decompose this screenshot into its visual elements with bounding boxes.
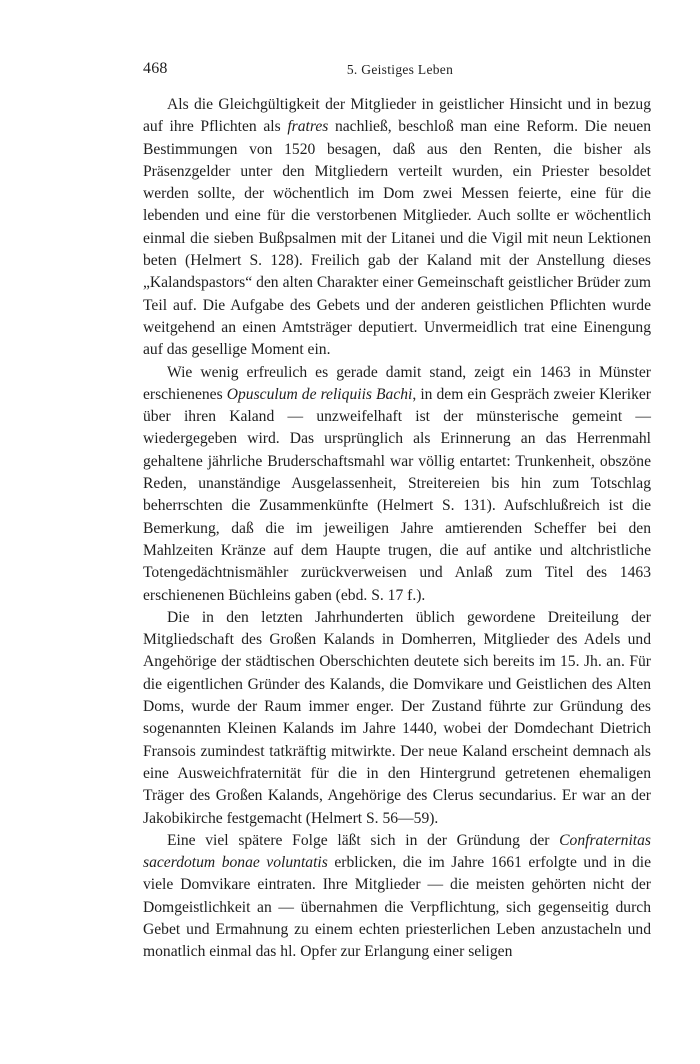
paragraph — [143, 362, 651, 607]
text-run: , in dem ein Gespräch zweier Kleriker über ihren Kaland — unzweifelhaft ist der münsterische gemeint — wiedergegeben wird. Das ursprünglich als Erinnerung an das Herrenmahl gehaltene jährliche Bruderschaftsmahl war völlig entartet: Trunkenheit, obszöne Reden, unanständige Ausgelassenheit, Streitereien bis hin zum Totschlag beherrschten die Zusammenkünfte (Helmert S. 131). Aufschlußreich ist die Bemerkung, daß die im jeweiligen Jahre amtierenden Scheffer bei den Mahlzeiten Kränze auf dem Haupte trugen, die auf antike und altchristliche Totengedächtnismähler zurückverweisen und Anlaß zum Titel des 1463 erschienenen Büchleins gaben (ebd. S. 17 f.). — [143, 385, 651, 604]
text-run: nachließ, beschloß man eine Reform. Die neuen Bestimmungen von 1520 besagen, daß aus den Renten, die bisher als Präsenzgelder unter den Mitgliedern verteilt wurden, ein Priester besoldet werden sollte, der wöchentlich im Dom zwei Messen feierte, eine für die lebenden und eine für die verstorbenen Mitglieder. Auch sollte er wöchentlich einmal die sieben Bußpsalmen mit der Litanei und die Vigil mit neun Lektionen beten (Helmert S. 128). Freilich gab der Kaland mit der Anstellung dieses „Kalandspastors“ den alten Charakter einer Gemeinschaft geistlicher Brüder zum Teil auf. Die Aufgabe des Gebets und der anderen geistlichen Pflichten wurde weitgehend an einen Amtsträger deputiert. Unvermeidlich trat eine Einengung auf das gesellige Moment ein. — [143, 118, 651, 359]
italic-title: Confraternitas sacerdotum bonae voluntatis — [143, 831, 651, 872]
text-run: erblicken, die im Jahre 1661 erfolgte und in die viele Domvikare eintraten. Ihre Mitglieder — die meisten gehörten nicht der Domgeistlichkeit an — übernahmen die Verpflichtung, sich gegenseitig durch Gebet und Ermahnung zu einem echten priesterlichen Leben anzustacheln und monatlich einmal das hl. Opfer zur Erlangung einer seligen — [143, 854, 651, 961]
text-run: Die in den letzten Jahrhunderten üblich gewordene Dreiteilung der Mitgliedschaft des Großen Kalands in Domherren, Mitglieder des Adels und Angehörige der städtischen Oberschichten deutete sich bereits im 15. Jh. an. Für die eigentlichen Gründer des Kalands, die Domvikare und Geistlichen des Alten Doms, wurde der Raum immer enger. Der Zustand führte zur Gründung des sogenannten Kleinen Kalands im Jahre 1440, wobei der Domdechant Dietrich Fransois zumindest tatkräftig mitwirkte. Der neue Kaland erscheint demnach als eine Ausweichfraternität für die in den Hintergrund getretenen ehemaligen Träger des Großen Kalands, Angehörige des Clerus secundarius. Er war an der Jakobikirche festgemacht (Helmert S. 56—59). — [143, 608, 651, 827]
body-text — [143, 94, 651, 964]
italic-title: fratres — [287, 118, 329, 136]
italic-title: Opusculum de reliquiis Bachi — [226, 385, 413, 403]
text-run: Wie wenig erfreulich es gerade damit stand, zeigt ein 1463 in Münster erschienenes — [143, 363, 651, 403]
text-run: Als die Gleichgültigkeit der Mitglieder in geistlicher Hinsicht und in bezug auf ihre Pflichten als — [143, 96, 651, 136]
paragraph — [143, 830, 651, 964]
paragraph — [143, 94, 651, 362]
paragraph — [143, 607, 651, 830]
running-head: 5. Geistiges Leben — [346, 62, 454, 77]
page-number: 468 — [143, 60, 168, 77]
text-run: Eine viel spätere Folge läßt sich in der Gründung der — [167, 831, 560, 849]
